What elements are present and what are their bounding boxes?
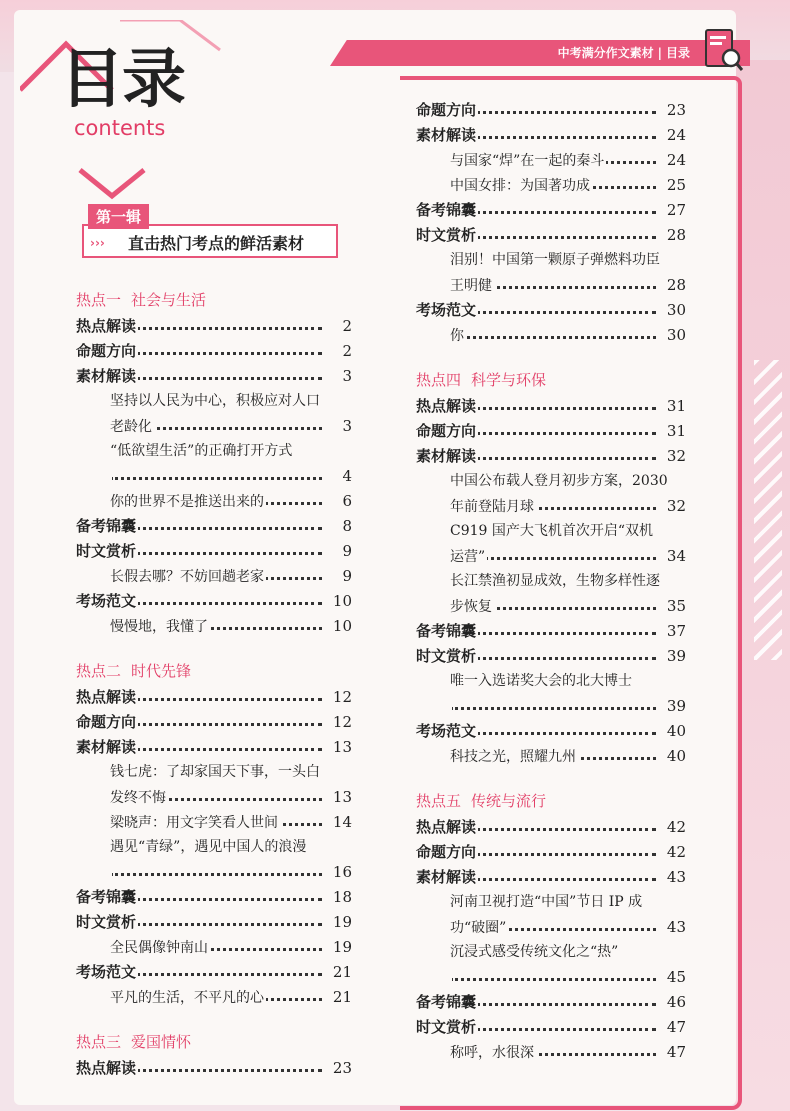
page-number: 46	[664, 990, 686, 1015]
page-number: 28	[664, 223, 686, 248]
page-number: 40	[664, 744, 686, 769]
page-number: 32	[664, 444, 686, 469]
page-number: 19	[330, 910, 352, 935]
toc-entry-label: 时文赏析	[416, 1018, 477, 1036]
toc-entry-text[interactable]: 中国公布载人登月初步方案，2030	[450, 473, 668, 489]
toc-entry-label: 素材解读	[416, 447, 477, 465]
page-number: 42	[664, 840, 686, 865]
toc-subentry[interactable]	[76, 414, 352, 439]
toc-entry[interactable]	[76, 710, 352, 735]
hotspot-title: 爱国情怀	[131, 1033, 192, 1051]
toc-entry[interactable]	[416, 990, 686, 1015]
page-number: 47	[664, 1015, 686, 1040]
toc-subentry[interactable]	[76, 985, 352, 1010]
toc-entry-label	[110, 469, 112, 485]
toc-subentry[interactable]	[416, 594, 686, 619]
section-body	[82, 224, 338, 258]
toc-entry-label: 中国女排：为国著功成	[450, 178, 590, 194]
toc-entry[interactable]	[416, 719, 686, 744]
toc-entry[interactable]	[76, 1056, 352, 1081]
page-number: 3	[339, 414, 352, 439]
toc-entry-label: 运营”	[450, 549, 486, 565]
page-number: 2	[339, 339, 352, 364]
toc-entry-label: 备考锦囊	[76, 888, 137, 906]
toc-entry-label: 长假去哪？不妨回趟老家	[110, 569, 264, 585]
toc-subentry[interactable]	[76, 614, 352, 639]
page-number: 30	[664, 323, 686, 348]
toc-entry-label: 热点解读	[76, 1059, 137, 1077]
toc-entry[interactable]	[76, 314, 352, 339]
toc-entry-label: 科技之光，照耀九州	[450, 749, 576, 765]
toc-entry-text[interactable]: 遇见“青绿”，遇见中国人的浪漫	[110, 839, 307, 855]
page-number: 23	[330, 1056, 352, 1081]
dot-leader	[450, 707, 656, 710]
toc-entry[interactable]	[76, 685, 352, 710]
toc-subentry[interactable]	[416, 1040, 686, 1065]
hotspot-heading	[76, 286, 352, 314]
toc-entry-label: 备考锦囊	[76, 517, 137, 535]
page-number: 24	[664, 148, 686, 173]
toc-entry[interactable]	[416, 619, 686, 644]
page-number: 12	[330, 710, 352, 735]
toc-subentry[interactable]	[416, 323, 686, 348]
toc-entry[interactable]	[416, 840, 686, 865]
toc-entry-label: 时文赏析	[76, 913, 137, 931]
toc-entry-label: 时文赏析	[416, 226, 477, 244]
toc-entry-label: 功“破圈”	[450, 920, 507, 936]
toc-entry[interactable]	[416, 223, 686, 248]
page-number: 42	[664, 815, 686, 840]
page-number: 9	[339, 539, 352, 564]
toc-entry[interactable]	[76, 514, 352, 539]
dot-leader	[450, 978, 656, 981]
toc-entry[interactable]	[76, 735, 352, 760]
toc-entry-label	[110, 865, 112, 881]
header-tag-right: 目录	[665, 46, 690, 60]
toc-entry-label: 热点解读	[416, 818, 477, 836]
toc-entry[interactable]	[76, 364, 352, 389]
page-number: 30	[664, 298, 686, 323]
toc-subentry[interactable]	[76, 935, 352, 960]
section-heading	[78, 200, 340, 262]
toc-subentry[interactable]	[416, 544, 686, 569]
toc-entry-label: 老龄化	[110, 419, 152, 435]
dot-leader	[110, 477, 322, 480]
hotspot-label: 热点二	[76, 662, 122, 680]
toc-entry[interactable]	[416, 198, 686, 223]
page-number: 3	[339, 364, 352, 389]
page-number: 43	[664, 865, 686, 890]
page-number: 21	[330, 985, 352, 1010]
toc-entry[interactable]	[76, 960, 352, 985]
toc-entry-label: 梁晓声：用文字笑看人世间	[110, 815, 278, 831]
toc-entry-label: 素材解读	[416, 126, 477, 144]
hotspot-title: 社会与生活	[131, 291, 207, 309]
toc-entry-label: 素材解读	[76, 738, 137, 756]
hotspot-title: 科学与环保	[471, 371, 547, 389]
toc-subentry[interactable]	[416, 148, 686, 173]
toc-entry[interactable]	[416, 444, 686, 469]
page-number: 14	[330, 810, 352, 835]
toc-entry-label: 发终不悔	[110, 790, 166, 806]
page-number: 18	[330, 885, 352, 910]
toc-entry[interactable]	[76, 885, 352, 910]
toc-entry-text[interactable]: “低欲望生活”的正确打开方式	[110, 443, 293, 459]
toc-entry-label: 称呼，水很深	[450, 1045, 534, 1061]
toc-entry-label	[450, 970, 452, 986]
toc-entry[interactable]	[76, 339, 352, 364]
toc-right-column	[416, 98, 686, 1065]
toc-entry-label: 命题方向	[76, 342, 137, 360]
hotspot-heading	[416, 787, 686, 815]
toc-subentry[interactable]	[76, 860, 352, 885]
hotspot-label: 热点一	[76, 291, 122, 309]
page-number: 19	[330, 935, 352, 960]
page-number: 39	[664, 644, 686, 669]
toc-entry-label: 备考锦囊	[416, 993, 477, 1011]
toc-entry-label: 热点解读	[76, 688, 137, 706]
toc-subentry[interactable]	[76, 464, 352, 489]
page-number: 25	[664, 173, 686, 198]
page-number: 6	[339, 489, 352, 514]
page-number: 37	[664, 619, 686, 644]
toc-entry-label: 考场范文	[416, 301, 477, 319]
toc-subentry[interactable]	[416, 694, 686, 719]
toc-subentry[interactable]	[416, 915, 686, 940]
toc-entry-label: 与国家“焊”在一起的秦斗	[450, 153, 605, 169]
toc-entry-text[interactable]: 泪别！中国第一颗原子弹燃料功臣	[450, 252, 660, 268]
page-number: 13	[330, 785, 352, 810]
page-number: 13	[330, 735, 352, 760]
toc-entry[interactable]	[416, 298, 686, 323]
section-arrows: ›››	[90, 236, 105, 250]
toc-entry-label: 步恢复	[450, 599, 492, 615]
toc-entry-text[interactable]: 坚持以人民为中心，积极应对人口	[110, 393, 320, 409]
page-number: 10	[330, 614, 352, 639]
hotspot-label: 热点五	[416, 792, 462, 810]
toc-subentry[interactable]	[76, 785, 352, 810]
header-tag-left: 中考满分作文素材	[557, 46, 654, 60]
section-tag: 第一辑	[88, 204, 149, 229]
page-number: 45	[664, 965, 686, 990]
section-title: 直击热门考点的鲜活素材	[128, 234, 305, 253]
page-number: 8	[339, 514, 352, 539]
toc-entry-label: 命题方向	[416, 422, 477, 440]
toc-subentry[interactable]	[416, 965, 686, 990]
toc-entry-label: 时文赏析	[76, 542, 137, 560]
title-block	[20, 20, 230, 200]
dot-leader	[110, 873, 322, 876]
toc-entry[interactable]	[76, 539, 352, 564]
page-number: 2	[339, 314, 352, 339]
page-number: 32	[664, 494, 686, 519]
page-number: 16	[330, 860, 352, 885]
hotspot-heading	[76, 1028, 352, 1056]
toc-entry-label: 慢慢地，我懂了	[110, 619, 208, 635]
toc-entry-label: 命题方向	[416, 101, 477, 119]
toc-subentry[interactable]	[76, 489, 352, 514]
toc-entry-label: 备考锦囊	[416, 622, 477, 640]
toc-entry-label: 考场范文	[76, 963, 137, 981]
toc-entry[interactable]	[416, 98, 686, 123]
toc-subentry[interactable]	[76, 564, 352, 589]
page-number: 35	[664, 594, 686, 619]
page-subtitle: contents	[74, 116, 166, 140]
toc-entry-label: 你	[450, 328, 464, 344]
page-number: 24	[664, 123, 686, 148]
hotspot-heading	[76, 657, 352, 685]
toc-entry-label: 考场范文	[76, 592, 137, 610]
toc-entry-text[interactable]: 钱七虎：了却家国天下事，一头白	[110, 764, 320, 780]
toc-subentry[interactable]	[416, 744, 686, 769]
page-number: 27	[664, 198, 686, 223]
toc-entry[interactable]	[416, 123, 686, 148]
hotspot-label: 热点四	[416, 371, 462, 389]
toc-entry-label: 素材解读	[416, 868, 477, 886]
toc-entry-text[interactable]: 唯一入选诺奖大会的北大博士	[450, 673, 632, 689]
page-number: 21	[330, 960, 352, 985]
toc-entry-text[interactable]: 长江禁渔初显成效，生物多样性逐	[450, 573, 660, 589]
toc-subentry[interactable]	[416, 494, 686, 519]
page-number: 34	[664, 544, 686, 569]
toc-entry-label: 素材解读	[76, 367, 137, 385]
toc-entry-label: 王明健	[450, 278, 492, 294]
page-number: 40	[664, 719, 686, 744]
toc-entry-label	[450, 699, 452, 715]
toc-entry-label: 命题方向	[76, 713, 137, 731]
toc-entry[interactable]	[416, 644, 686, 669]
toc-entry-text[interactable]: 河南卫视打造“中国”节日 IP 成	[450, 894, 643, 910]
toc-entry-text[interactable]: C919 国产大飞机首次开启“双机	[450, 523, 654, 539]
toc-entry-label: 全民偶像钟南山	[110, 940, 208, 956]
toc-entry[interactable]	[416, 815, 686, 840]
page-number: 31	[664, 394, 686, 419]
page-number: 9	[339, 564, 352, 589]
toc-entry[interactable]	[416, 419, 686, 444]
book-search-icon	[702, 28, 744, 74]
toc-subentry[interactable]	[76, 810, 352, 835]
hatch-decoration	[754, 360, 782, 660]
toc-entry-label: 热点解读	[76, 317, 137, 335]
toc-entry-label: 时文赏析	[416, 647, 477, 665]
page-title: 目录	[60, 43, 184, 117]
page-number: 39	[664, 694, 686, 719]
dot-leader	[450, 336, 656, 339]
page-number: 4	[339, 464, 352, 489]
page-number: 31	[664, 419, 686, 444]
hotspot-heading	[416, 366, 686, 394]
toc-subentry[interactable]	[416, 273, 686, 298]
toc-entry-label: 考场范文	[416, 722, 477, 740]
toc-left-column	[76, 286, 352, 1081]
page-number: 23	[664, 98, 686, 123]
toc-entry[interactable]	[76, 589, 352, 614]
page-number: 28	[664, 273, 686, 298]
toc-entry[interactable]	[416, 1015, 686, 1040]
toc-entry-label: 热点解读	[416, 397, 477, 415]
hotspot-title: 传统与流行	[471, 792, 547, 810]
hotspot-label: 热点三	[76, 1033, 122, 1051]
page-number: 43	[664, 915, 686, 940]
toc-entry[interactable]	[416, 865, 686, 890]
toc-entry[interactable]	[416, 394, 686, 419]
toc-entry-label: 年前登陆月球	[450, 499, 534, 515]
page-number: 10	[330, 589, 352, 614]
toc-entry-label: 命题方向	[416, 843, 477, 861]
toc-entry-label: 你的世界不是推送出来的	[110, 494, 264, 510]
toc-entry[interactable]	[76, 910, 352, 935]
page-number: 47	[664, 1040, 686, 1065]
toc-entry-label: 平凡的生活，不平凡的心	[110, 990, 264, 1006]
page-number: 12	[330, 685, 352, 710]
hotspot-title: 时代先锋	[131, 662, 192, 680]
header-tag: 中考满分作文素材 | 目录	[557, 46, 690, 60]
toc-subentry[interactable]	[416, 173, 686, 198]
toc-entry-text[interactable]: 沉浸式感受传统文化之“热”	[450, 944, 619, 960]
toc-entry-label: 备考锦囊	[416, 201, 477, 219]
